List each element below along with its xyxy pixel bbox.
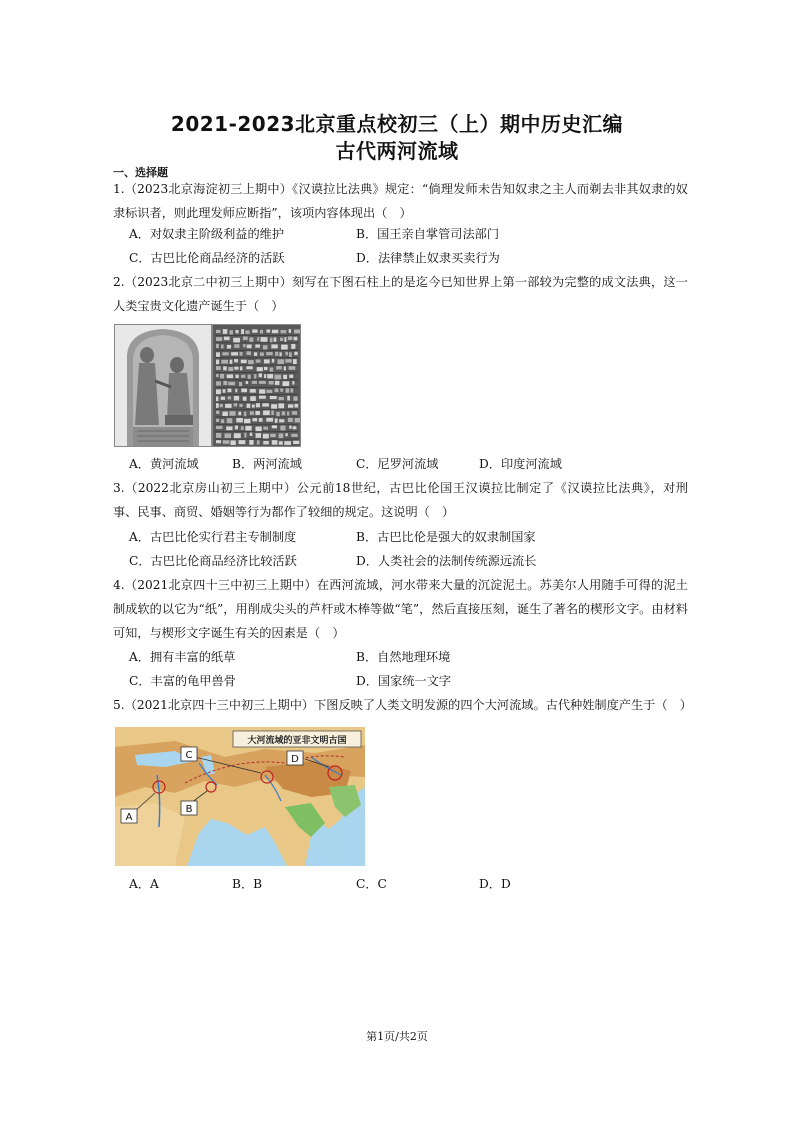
question-1-option-c[interactable]: C．古巴比伦商品经济的活跃 — [129, 251, 285, 265]
question-3-option-a[interactable]: A．古巴比伦实行君主专制制度 — [129, 530, 297, 544]
question-5-option-c[interactable]: C．C — [356, 877, 387, 891]
cuneiform-text-image — [212, 324, 301, 447]
question-2-option-c[interactable]: C．尼罗河流域 — [356, 457, 439, 471]
section-label: 一、选择题 — [113, 166, 168, 179]
question-4-option-b[interactable]: B．自然地理环境 — [356, 650, 451, 664]
map-label-c: C — [185, 750, 193, 761]
page-number: 第1页/共2页 — [366, 1030, 428, 1043]
question-2-option-a[interactable]: A．黄河流域 — [129, 457, 199, 471]
map-label-d: D — [291, 754, 299, 765]
question-4-text: 4.（2021北京四十三中初三上期中）在西河流域，河水带来大量的沉淀泥土。苏美尔人用随手可得的泥土制成软的以它为“纸”，用削成尖头的芦杆或木棒等做“笔”，然后直接压刻，诞生了著名的楔形文字。由材料可知，与楔形文字诞生有关的因素是（ ） — [113, 578, 688, 640]
question-1-text: 1.（2023北京海淀初三上期中）《汉谟拉比法典》规定：“倘理发师未告知奴隶之主人而剃去非其奴隶的奴隶标识者，则此理发师应断指”，该项内容体现出（ ） — [113, 182, 688, 220]
question-2-text: 2.（2023北京二中初三上期中）刻写在下图石柱上的是迄今已知世界上第一部较为完整的成文法典，这一人类宝贵文化遗产诞生于（ ） — [113, 275, 688, 313]
document-subtitle: 古代两河流域 — [335, 139, 459, 163]
question-5-option-d[interactable]: D．D — [479, 877, 511, 891]
question-4-option-d[interactable]: D．国家统一文字 — [356, 674, 452, 688]
question-5-option-b[interactable]: B．B — [232, 877, 263, 891]
question-4-option-a[interactable]: A．拥有丰富的纸草 — [129, 650, 236, 664]
question-1-option-d[interactable]: D．法律禁止奴隶买卖行为 — [356, 251, 500, 265]
hammurabi-stele-image — [114, 324, 212, 447]
question-3-option-b[interactable]: B．古巴比伦是强大的奴隶制国家 — [356, 530, 536, 544]
river-civilizations-map — [115, 727, 365, 866]
question-1-option-b[interactable]: B．国王亲自掌管司法部门 — [356, 227, 500, 241]
question-3-text: 3.（2022北京房山初三上期中）公元前18世纪，古巴比伦国王汉谟拉比制定了《汉谟拉比法典》，对刑事、民事、商贸、婚姻等行为都作了较细的规定。这说明（ ） — [113, 481, 688, 519]
question-2-option-d[interactable]: D．印度河流域 — [479, 457, 562, 471]
question-5-option-a[interactable]: A．A — [129, 877, 159, 891]
question-2-option-b[interactable]: B．两河流域 — [232, 457, 302, 471]
document-title: 2021-2023北京重点校初三（上）期中历史汇编 — [170, 112, 624, 136]
map-label-a: A — [125, 812, 133, 823]
map-title: 大河流域的亚非文明古国 — [247, 736, 347, 746]
question-4-option-c[interactable]: C．丰富的龟甲兽骨 — [129, 674, 236, 688]
question-3-option-d[interactable]: D．人类社会的法制传统源远流长 — [356, 554, 537, 568]
question-3-option-c[interactable]: C．古巴比伦商品经济比较活跃 — [129, 554, 297, 568]
question-5-text: 5.（2021北京四十三中初三上期中）下图反映了人类文明发源的四个大河流域。古代种姓制度产生于（ ） — [113, 698, 692, 712]
map-label-b: B — [185, 804, 193, 815]
question-1-option-a[interactable]: A．对奴隶主阶级利益的维护 — [129, 227, 285, 241]
